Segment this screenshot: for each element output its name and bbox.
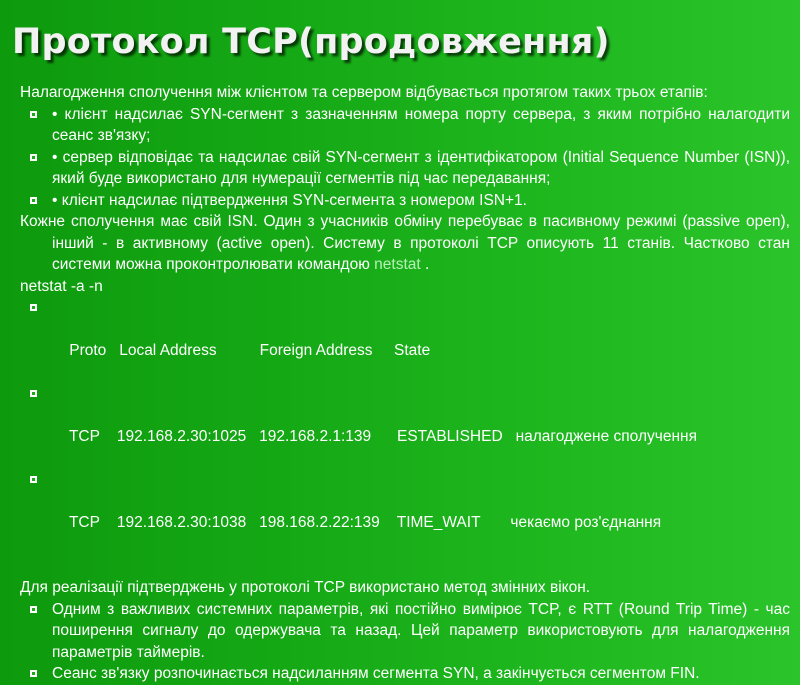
list-item xyxy=(20,663,790,685)
intro-paragraph: Налагодження сполучення між клієнтом та сервером відбувається протягом таких трьох етапів: xyxy=(20,84,708,101)
isn-text-end: . xyxy=(420,256,430,273)
isn-text: Кожне сполучення має свій ISN. Один з учасників обміну перебуває в пасивному режимі (passive open), інший - в активному (active open). Систему в протоколі TCP описують 11 станів. Частково стан системи можна проконтролювати командою xyxy=(20,213,790,273)
rtt-text: Одним з важливих системних параметрів, які постійно вимірює TCP, є RTT (Round Trip Time) - час поширення сигналу до одержувача та назад. Цей параметр використовують для налагодження параметрів таймерів. xyxy=(52,600,790,661)
list-item xyxy=(20,104,790,147)
square-bullet-icon xyxy=(30,111,37,118)
table-row xyxy=(20,383,790,469)
session-text: Сеанс зв'язку розпочинається надсиланням сегмента SYN, а закінчується сегментом FIN. xyxy=(52,665,700,682)
step-text: • клієнт надсилає SYN-сегмент з зазначенням номера порту сервера, з яким потрібно налагодити сеанс зв'язку; xyxy=(52,105,790,144)
isn-paragraph xyxy=(20,211,790,276)
step-text: • клієнт надсилає підтвердження SYN-сегмента з номером ISN+1. xyxy=(52,191,527,209)
spacer xyxy=(20,555,790,577)
list-item xyxy=(20,147,790,190)
list-item xyxy=(20,599,790,664)
command-line: netstat -a -n xyxy=(20,277,103,295)
netstat-header: Proto Local Address Foreign Address State xyxy=(69,342,431,359)
table-row xyxy=(20,469,790,555)
netstat-row: TCP 192.168.2.30:1038 198.168.2.22:139 TIME_WAIT чекаємо роз'єднання xyxy=(68,514,662,531)
square-bullet-icon xyxy=(30,670,37,677)
square-bullet-icon xyxy=(30,390,37,397)
netstat-command-highlight: netstat xyxy=(374,256,421,273)
square-bullet-icon xyxy=(30,197,37,204)
slide-body xyxy=(20,82,790,685)
list-item xyxy=(20,190,790,212)
square-bullet-icon xyxy=(30,476,37,483)
netstat-row: TCP 192.168.2.30:1025 192.168.2.1:139 ESTABLISHED налагоджене сполучення xyxy=(68,428,697,445)
table-row xyxy=(20,297,790,383)
slide-title: Протокол TCP(продовження) xyxy=(12,22,610,62)
square-bullet-icon xyxy=(30,304,37,311)
square-bullet-icon xyxy=(30,606,37,613)
window-paragraph: Для реалізації підтверджень у протоколі TCP використано метод змінних вікон. xyxy=(20,579,591,596)
square-bullet-icon xyxy=(30,154,37,161)
step-text: • сервер відповідає та надсилає свій SYN-сегмент з ідентифікатором (Initial Sequence Number (ISN)), який буде використано для нумерації сегментів під час передавання; xyxy=(52,148,790,187)
